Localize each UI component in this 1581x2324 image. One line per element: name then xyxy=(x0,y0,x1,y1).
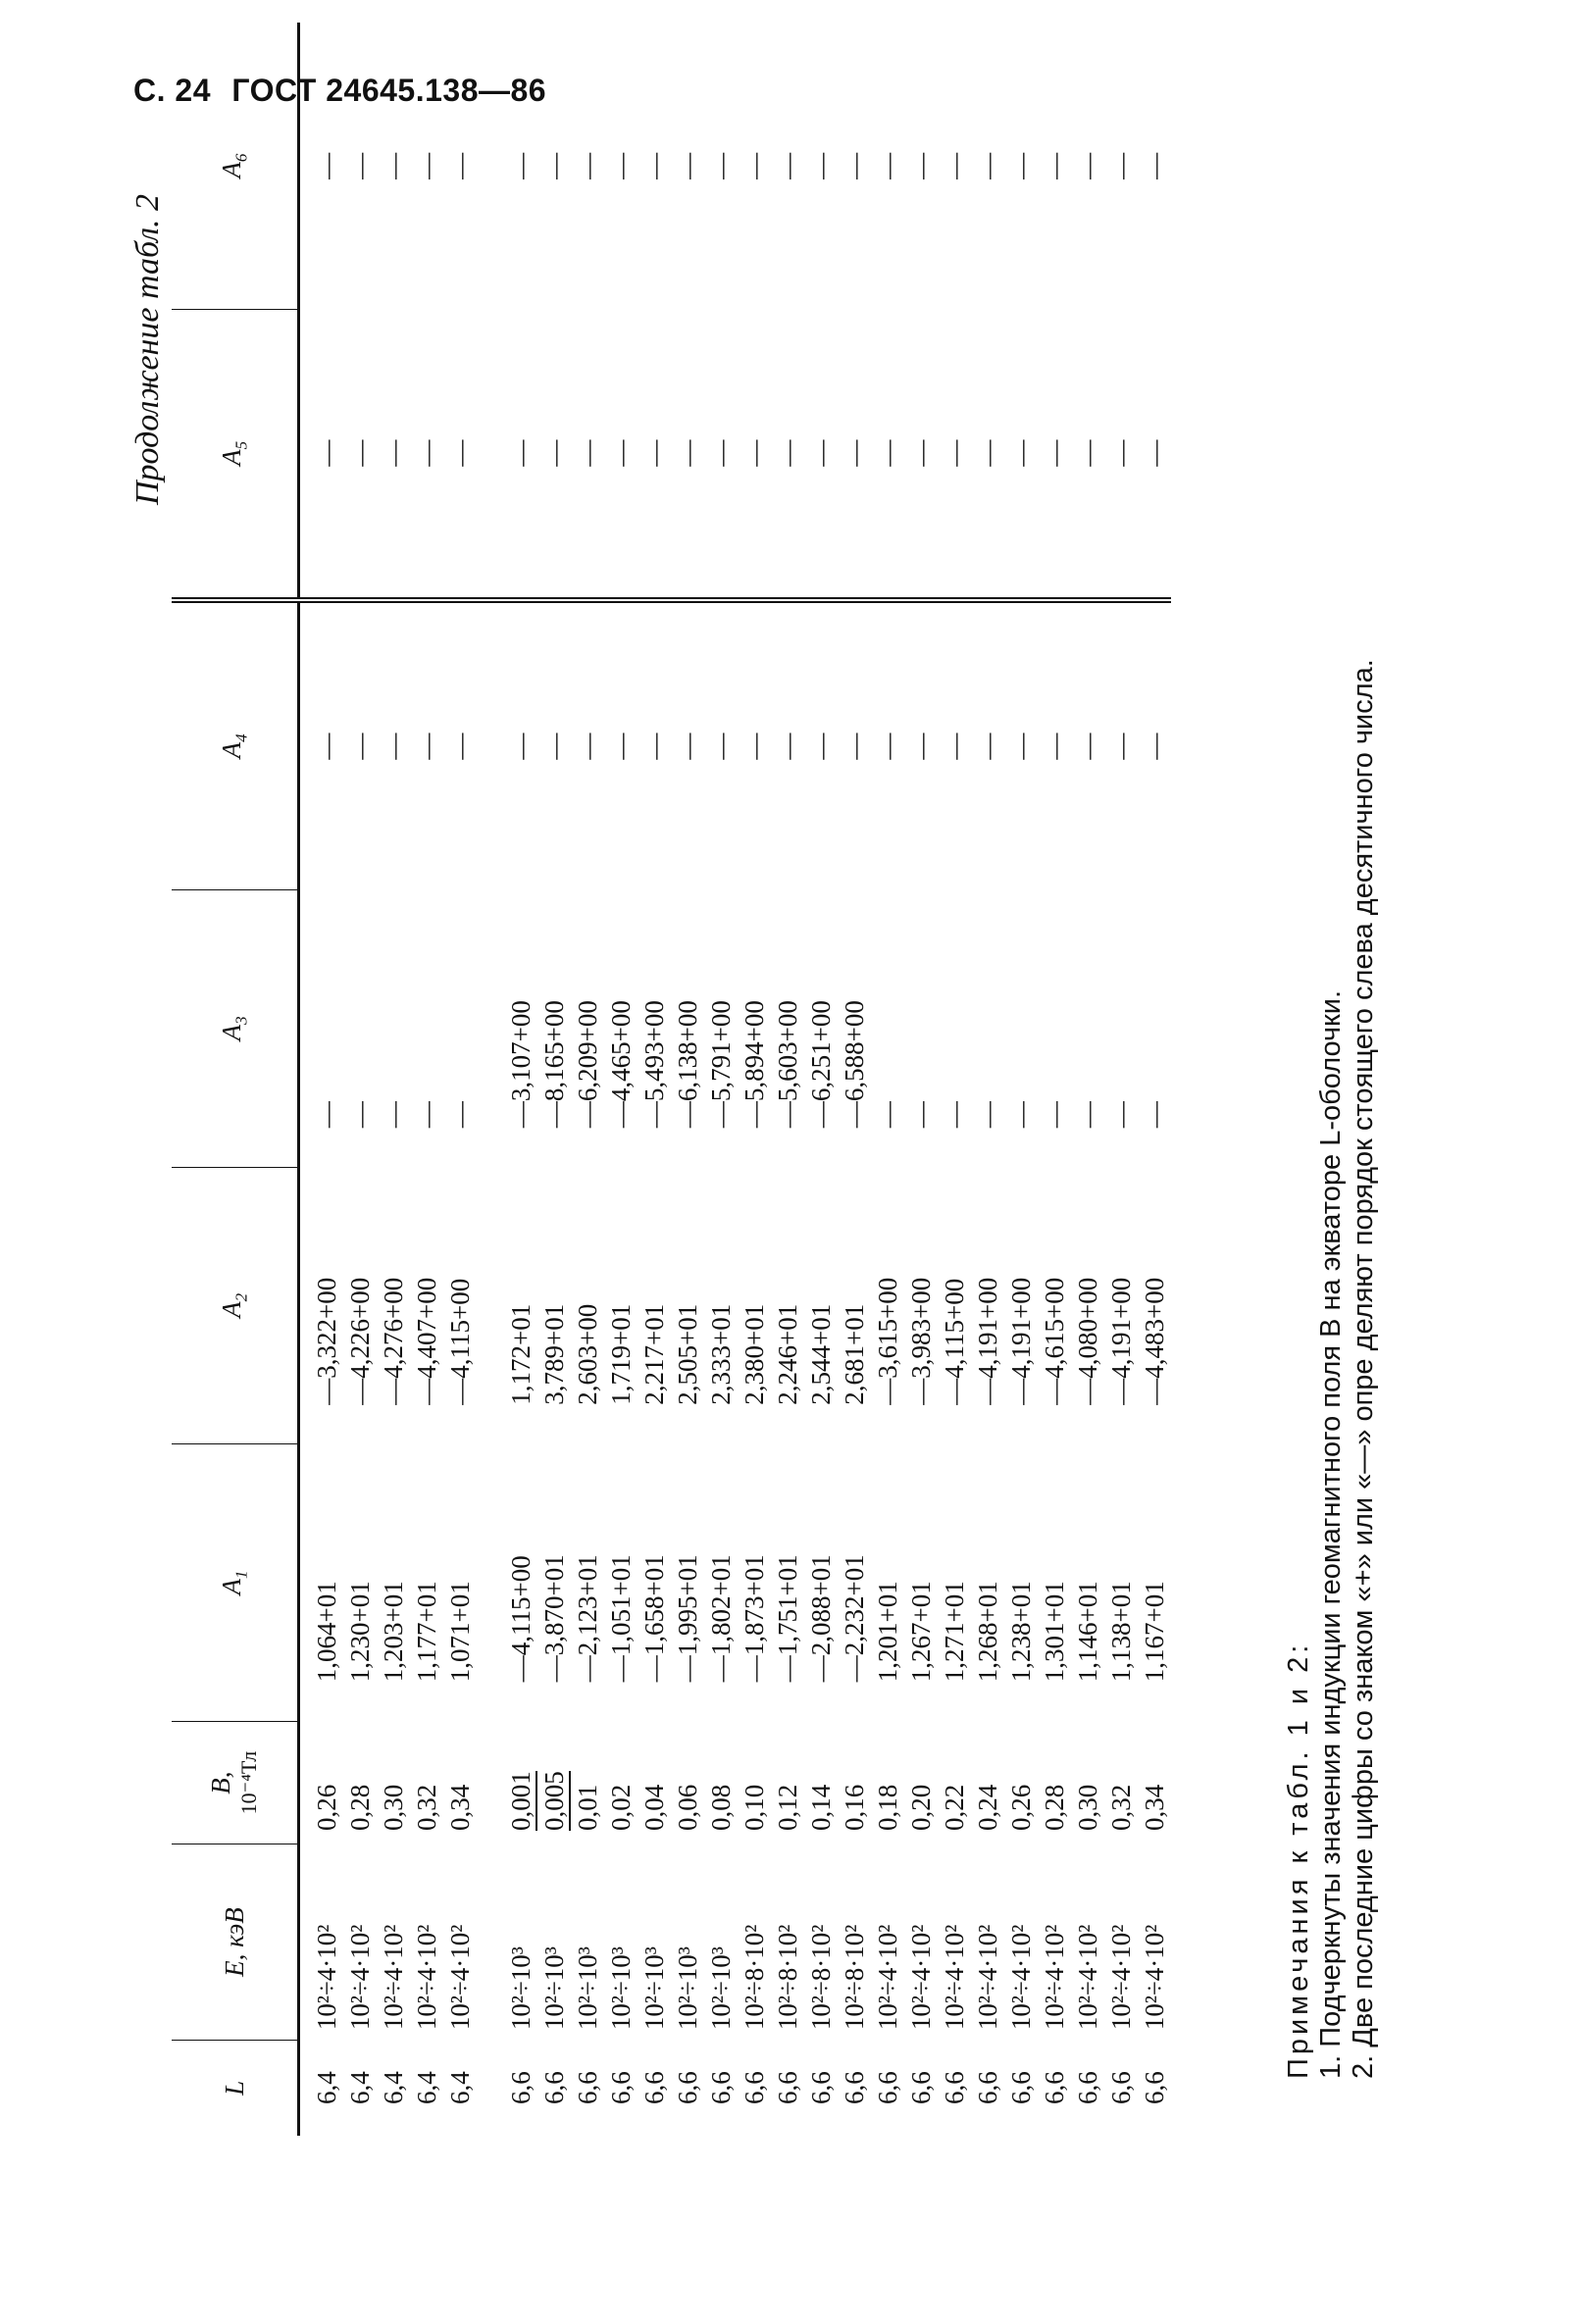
cell-a5: — xyxy=(571,310,604,600)
cell-a2: —4,115+00 xyxy=(445,1278,475,1405)
cell-l: 6,6 xyxy=(673,2071,702,2104)
cell-e: 10²÷10³ xyxy=(506,1946,536,2031)
cell-e: 10²÷4·10² xyxy=(940,1924,969,2031)
cell-a3: —6,138+00 xyxy=(673,1000,702,1129)
cell-l: 6,6 xyxy=(606,2071,636,2104)
cell-a2: —4,191+00 xyxy=(1006,1277,1036,1405)
cell-e: 10²÷8·10² xyxy=(773,1924,802,2031)
cell-a3: — xyxy=(345,1101,375,1129)
col-header-B: B, 10⁻⁴Тл xyxy=(172,1721,299,1844)
table-row xyxy=(504,23,537,2136)
cell-a4: — xyxy=(379,733,408,760)
cell-a3: — xyxy=(445,1101,475,1129)
cell-a5: — xyxy=(504,310,537,600)
col-header-A2: $A_2$ xyxy=(172,1167,299,1444)
cell-a3: — xyxy=(940,1101,969,1129)
cell-l: 6,4 xyxy=(345,2071,375,2104)
table-row xyxy=(1038,23,1071,2136)
cell-a5: — xyxy=(638,310,671,600)
cell-b: 0,30 xyxy=(1073,1784,1102,1831)
cell-a6: — xyxy=(840,152,869,179)
cell-a3: —5,603+00 xyxy=(773,1000,802,1129)
cell-a5: — xyxy=(838,310,871,600)
cell-a2: 1,719+01 xyxy=(606,1303,636,1405)
col-header-A3: $A_3$ xyxy=(172,890,299,1168)
cell-a4: — xyxy=(940,733,969,760)
cell-a5: — xyxy=(343,310,377,600)
cell-a3: —6,209+00 xyxy=(573,1000,602,1129)
cell-a2: —4,191+00 xyxy=(1106,1277,1136,1405)
cell-b: 0,30 xyxy=(379,1784,408,1831)
table-row xyxy=(299,23,344,2136)
cell-a6: — xyxy=(345,152,375,179)
cell-a3: —8,165+00 xyxy=(539,1000,569,1129)
cell-a5: — xyxy=(1104,310,1138,600)
cell-a5: — xyxy=(443,310,477,600)
cell-a3: — xyxy=(1040,1101,1069,1129)
cell-a1: —2,088+01 xyxy=(806,1554,836,1683)
table-row xyxy=(377,23,410,2136)
cell-a1: 1,071+01 xyxy=(445,1581,475,1683)
cell-a4: — xyxy=(840,733,869,760)
cell-a2: 2,603+00 xyxy=(573,1303,602,1405)
cell-a4: — xyxy=(539,733,569,760)
cell-a1: 1,267+01 xyxy=(906,1581,936,1683)
cell-b: 0,04 xyxy=(639,1784,669,1831)
cell-l: 6,6 xyxy=(1073,2071,1102,2104)
cell-a3: — xyxy=(906,1101,936,1129)
cell-a2: —4,615+00 xyxy=(1040,1277,1069,1405)
col-header-A6: $A_6$ xyxy=(172,23,299,310)
table-row xyxy=(410,23,443,2136)
cell-l: 6,6 xyxy=(940,2071,969,2104)
cell-l: 6,6 xyxy=(1006,2071,1036,2104)
cell-a3: —6,251+00 xyxy=(806,1000,836,1129)
cell-a4: — xyxy=(1040,733,1069,760)
cell-l: 6,6 xyxy=(539,2071,569,2104)
cell-a2: —4,226+00 xyxy=(345,1277,375,1405)
cell-l: 6,6 xyxy=(573,2071,602,2104)
cell-a3: — xyxy=(312,1101,341,1129)
cell-a5: — xyxy=(1004,310,1038,600)
notes-heading: Примечания к табл. 1 и 2: xyxy=(1283,1641,1314,2079)
cell-a2: 2,681+01 xyxy=(840,1303,869,1405)
cell-a5: — xyxy=(704,310,738,600)
cell-a4: — xyxy=(773,733,802,760)
table-row xyxy=(638,23,671,2136)
cell-b: 0,32 xyxy=(412,1784,441,1831)
cell-a6: — xyxy=(906,152,936,179)
cell-a2: —3,615+00 xyxy=(873,1277,902,1405)
cell-b: 0,12 xyxy=(773,1784,802,1831)
cell-a2: 2,333+01 xyxy=(706,1303,736,1405)
cell-l: 6,4 xyxy=(412,2071,441,2104)
cell-a2: —4,407+00 xyxy=(412,1277,441,1405)
cell-e: 10²÷4·10² xyxy=(973,1924,1002,2031)
cell-a1: 1,230+01 xyxy=(345,1581,375,1683)
cell-a6: — xyxy=(940,152,969,179)
table-row xyxy=(771,23,804,2136)
cell-b: 0,001 xyxy=(506,1771,536,1831)
group-gap xyxy=(477,23,504,2136)
cell-a5: — xyxy=(537,310,571,600)
cell-l: 6,6 xyxy=(1140,2071,1169,2104)
cell-a4: — xyxy=(412,733,441,760)
col-header-A1: $A_1$ xyxy=(172,1444,299,1722)
cell-a1: 1,064+01 xyxy=(312,1581,341,1683)
cell-l: 6,6 xyxy=(873,2071,902,2104)
table-row xyxy=(838,23,871,2136)
page-number: С. 24 xyxy=(133,73,211,108)
cell-a2: —4,115+00 xyxy=(940,1278,969,1405)
cell-a3: — xyxy=(1140,1101,1169,1129)
cell-a3: —3,107+00 xyxy=(506,1000,536,1129)
cell-a2: 2,246+01 xyxy=(773,1303,802,1405)
cell-l: 6,6 xyxy=(506,2071,536,2104)
cell-b: 0,22 xyxy=(940,1784,969,1831)
cell-a5: — xyxy=(410,310,443,600)
cell-a2: —4,483+00 xyxy=(1140,1277,1169,1405)
note-2: 2. Две последние цифры со знаком «+» или «—» опре деляют порядок стоящего слева десятичного числа. xyxy=(1348,659,1379,2079)
cell-a6: — xyxy=(606,152,636,179)
cell-e: 10²÷8·10² xyxy=(806,1924,836,2031)
cell-a3: —5,493+00 xyxy=(639,1000,669,1129)
cell-e: 10²÷4·10² xyxy=(379,1924,408,2031)
table-row xyxy=(704,23,738,2136)
cell-a5: — xyxy=(1038,310,1071,600)
cell-a6: — xyxy=(1006,152,1036,179)
cell-a3: —5,894+00 xyxy=(740,1000,769,1129)
cell-a4: — xyxy=(740,733,769,760)
cell-e: 10²÷10³ xyxy=(573,1946,602,2031)
cell-a4: — xyxy=(1006,733,1036,760)
table-row xyxy=(443,23,477,2136)
cell-a5: — xyxy=(671,310,704,600)
cell-a5: — xyxy=(377,310,410,600)
table-row xyxy=(604,23,638,2136)
cell-a2: 3,789+01 xyxy=(539,1303,569,1405)
cell-a6: — xyxy=(1106,152,1136,179)
table-header-row xyxy=(172,23,299,2136)
cell-a4: — xyxy=(973,733,1002,760)
cell-a5: — xyxy=(804,310,838,600)
cell-a6: — xyxy=(973,152,1002,179)
table-body xyxy=(299,23,1172,2136)
cell-l: 6,6 xyxy=(1040,2071,1069,2104)
table-row xyxy=(971,23,1004,2136)
table-row xyxy=(537,23,571,2136)
cell-a5: — xyxy=(1138,310,1171,600)
cell-e: 10²÷10³ xyxy=(539,1946,569,2031)
table-row xyxy=(904,23,938,2136)
cell-b: 0,08 xyxy=(706,1784,736,1831)
cell-a1: —1,802+01 xyxy=(706,1554,736,1683)
cell-a5: — xyxy=(604,310,638,600)
cell-b: 0,20 xyxy=(906,1784,936,1831)
cell-a6: — xyxy=(445,152,475,179)
cell-a6: — xyxy=(1073,152,1102,179)
cell-e: 10²÷4·10² xyxy=(412,1924,441,2031)
cell-a4: — xyxy=(312,733,341,760)
table-row xyxy=(671,23,704,2136)
cell-l: 6,6 xyxy=(773,2071,802,2104)
cell-a1: 1,138+01 xyxy=(1106,1581,1136,1683)
cell-a1: —1,751+01 xyxy=(773,1554,802,1683)
cell-a6: — xyxy=(379,152,408,179)
cell-a6: — xyxy=(773,152,802,179)
cell-b: 0,24 xyxy=(973,1784,1002,1831)
cell-b: 0,34 xyxy=(1140,1784,1169,1831)
cell-a1: 1,177+01 xyxy=(412,1581,441,1683)
table-row xyxy=(1004,23,1038,2136)
table-row xyxy=(738,23,771,2136)
cell-a3: — xyxy=(973,1101,1002,1129)
cell-a3: —5,791+00 xyxy=(706,1000,736,1129)
cell-a2: —3,983+00 xyxy=(906,1277,936,1405)
data-table xyxy=(172,23,1171,2136)
cell-b: 0,26 xyxy=(1006,1784,1036,1831)
cell-a2: 2,217+01 xyxy=(639,1303,669,1405)
cell-a3: — xyxy=(379,1101,408,1129)
cell-l: 6,4 xyxy=(312,2071,341,2104)
table-row xyxy=(938,23,971,2136)
cell-l: 6,4 xyxy=(445,2071,475,2104)
note-1: 1. Подчеркнуты значения индукции геомагнитного поля B на экваторе L-оболочки. xyxy=(1315,989,1347,2079)
cell-e: 10²÷8·10² xyxy=(740,1924,769,2031)
cell-a2: 1,172+01 xyxy=(506,1303,536,1405)
cell-a4: — xyxy=(1106,733,1136,760)
cell-a6: — xyxy=(506,152,536,179)
cell-a3: —6,588+00 xyxy=(840,1000,869,1129)
cell-a1: 1,146+01 xyxy=(1073,1581,1102,1683)
cell-a6: — xyxy=(1140,152,1169,179)
cell-e: 10²÷10³ xyxy=(673,1946,702,2031)
cell-a1: —2,123+01 xyxy=(573,1554,602,1683)
cell-a2: 2,505+01 xyxy=(673,1303,702,1405)
cell-e: 10²÷4·10² xyxy=(345,1924,375,2031)
cell-a1: 1,167+01 xyxy=(1140,1581,1169,1683)
cell-a1: —4,115+00 xyxy=(506,1555,536,1683)
cell-a3: — xyxy=(1006,1101,1036,1129)
cell-l: 6,6 xyxy=(639,2071,669,2104)
cell-a6: — xyxy=(873,152,902,179)
cell-a4: — xyxy=(506,733,536,760)
cell-a4: — xyxy=(1140,733,1169,760)
cell-a1: 1,201+01 xyxy=(873,1581,902,1683)
cell-a3: — xyxy=(412,1101,441,1129)
cell-l: 6,6 xyxy=(740,2071,769,2104)
cell-a1: —1,658+01 xyxy=(639,1554,669,1683)
cell-a4: — xyxy=(673,733,702,760)
cell-b: 0,01 xyxy=(573,1784,602,1831)
cell-b: 0,32 xyxy=(1106,1784,1136,1831)
cell-l: 6,6 xyxy=(706,2071,736,2104)
cell-a5: — xyxy=(299,310,344,600)
cell-a4: — xyxy=(1073,733,1102,760)
cell-a6: — xyxy=(1040,152,1069,179)
col-header-A5: $A_5$ xyxy=(172,310,299,600)
cell-e: 10²÷4·10² xyxy=(1140,1924,1169,2031)
cell-a5: — xyxy=(904,310,938,600)
cell-a4: — xyxy=(573,733,602,760)
cell-e: 10²÷4·10² xyxy=(873,1924,902,2031)
cell-a4: — xyxy=(345,733,375,760)
table-row xyxy=(571,23,604,2136)
col-header-E: E, кэВ xyxy=(172,1844,299,2040)
cell-b: 0,26 xyxy=(312,1784,341,1831)
cell-e: 10²÷4·10² xyxy=(445,1924,475,2031)
table-row xyxy=(343,23,377,2136)
cell-e: 10²÷4·10² xyxy=(1106,1924,1136,2031)
cell-e: 10²÷10³ xyxy=(706,1946,736,2031)
cell-b: 0,005 xyxy=(539,1771,569,1831)
cell-b: 0,06 xyxy=(673,1784,702,1831)
cell-l: 6,6 xyxy=(806,2071,836,2104)
cell-e: 10²÷4·10² xyxy=(1073,1924,1102,2031)
cell-a1: —1,873+01 xyxy=(740,1554,769,1683)
cell-l: 6,6 xyxy=(906,2071,936,2104)
table-row xyxy=(1138,23,1171,2136)
cell-a2: 2,544+01 xyxy=(806,1303,836,1405)
notes xyxy=(1283,659,1380,2079)
cell-a6: — xyxy=(412,152,441,179)
cell-a1: —1,051+01 xyxy=(606,1554,636,1683)
cell-l: 6,6 xyxy=(840,2071,869,2104)
table-row xyxy=(1104,23,1138,2136)
cell-e: 10²÷4·10² xyxy=(1006,1924,1036,2031)
cell-a2: —4,191+00 xyxy=(973,1277,1002,1405)
cell-e: 10²÷4·10² xyxy=(312,1924,341,2031)
cell-a4: — xyxy=(445,733,475,760)
cell-a4: — xyxy=(606,733,636,760)
cell-a6: — xyxy=(573,152,602,179)
cell-a1: —1,995+01 xyxy=(673,1554,702,1683)
cell-a4: — xyxy=(906,733,936,760)
cell-l: 6,6 xyxy=(973,2071,1002,2104)
cell-a5: — xyxy=(871,310,904,600)
cell-a1: —3,870+01 xyxy=(539,1554,569,1683)
cell-a3: — xyxy=(873,1101,902,1129)
cell-b: 0,28 xyxy=(1040,1784,1069,1831)
cell-a3: — xyxy=(1106,1101,1136,1129)
cell-a1: —2,232+01 xyxy=(840,1554,869,1683)
col-header-A4: $A_4$ xyxy=(172,600,299,890)
cell-a5: — xyxy=(971,310,1004,600)
cell-l: 6,6 xyxy=(1106,2071,1136,2104)
cell-b: 0,10 xyxy=(740,1784,769,1831)
cell-a6: — xyxy=(639,152,669,179)
table-row xyxy=(804,23,838,2136)
cell-a4: — xyxy=(639,733,669,760)
cell-a4: — xyxy=(873,733,902,760)
cell-l: 6,4 xyxy=(379,2071,408,2104)
cell-a6: — xyxy=(806,152,836,179)
cell-b: 0,14 xyxy=(806,1784,836,1831)
cell-a1: 1,203+01 xyxy=(379,1581,408,1683)
cell-a5: — xyxy=(938,310,971,600)
cell-a1: 1,238+01 xyxy=(1006,1581,1036,1683)
table-row xyxy=(871,23,904,2136)
cell-a6: — xyxy=(673,152,702,179)
cell-a2: —3,322+00 xyxy=(312,1277,341,1405)
cell-a2: —4,276+00 xyxy=(379,1277,408,1405)
cell-a3: —4,465+00 xyxy=(606,1000,636,1129)
cell-e: 10²÷4·10² xyxy=(906,1924,936,2031)
cell-a1: 1,271+01 xyxy=(940,1581,969,1683)
cell-a1: 1,301+01 xyxy=(1040,1581,1069,1683)
cell-a4: — xyxy=(706,733,736,760)
cell-b: 0,02 xyxy=(606,1784,636,1831)
standard-number: ГОСТ 24645.138—86 xyxy=(231,73,547,108)
cell-a4: — xyxy=(806,733,836,760)
cell-b: 0,28 xyxy=(345,1784,375,1831)
cell-e: 10²÷10³ xyxy=(606,1946,636,2031)
cell-a5: — xyxy=(738,310,771,600)
cell-e: 10²÷10³ xyxy=(639,1946,669,2031)
cell-a2: 2,380+01 xyxy=(740,1303,769,1405)
cell-a3: — xyxy=(1073,1101,1102,1129)
cell-e: 10²÷8·10² xyxy=(840,1924,869,2031)
cell-b: 0,16 xyxy=(840,1784,869,1831)
table-row xyxy=(1071,23,1104,2136)
cell-a6: — xyxy=(312,152,341,179)
cell-a5: — xyxy=(771,310,804,600)
cell-a2: —4,080+00 xyxy=(1073,1277,1102,1405)
cell-e: 10²÷4·10² xyxy=(1040,1924,1069,2031)
col-header-L: L xyxy=(172,2040,299,2136)
cell-a6: — xyxy=(740,152,769,179)
cell-a5: — xyxy=(1071,310,1104,600)
cell-b: 0,34 xyxy=(445,1784,475,1831)
cell-a1: 1,268+01 xyxy=(973,1581,1002,1683)
cell-b: 0,18 xyxy=(873,1784,902,1831)
cell-a6: — xyxy=(539,152,569,179)
cell-a6: — xyxy=(706,152,736,179)
table-caption: Продолжение табл. 2 xyxy=(129,193,166,505)
